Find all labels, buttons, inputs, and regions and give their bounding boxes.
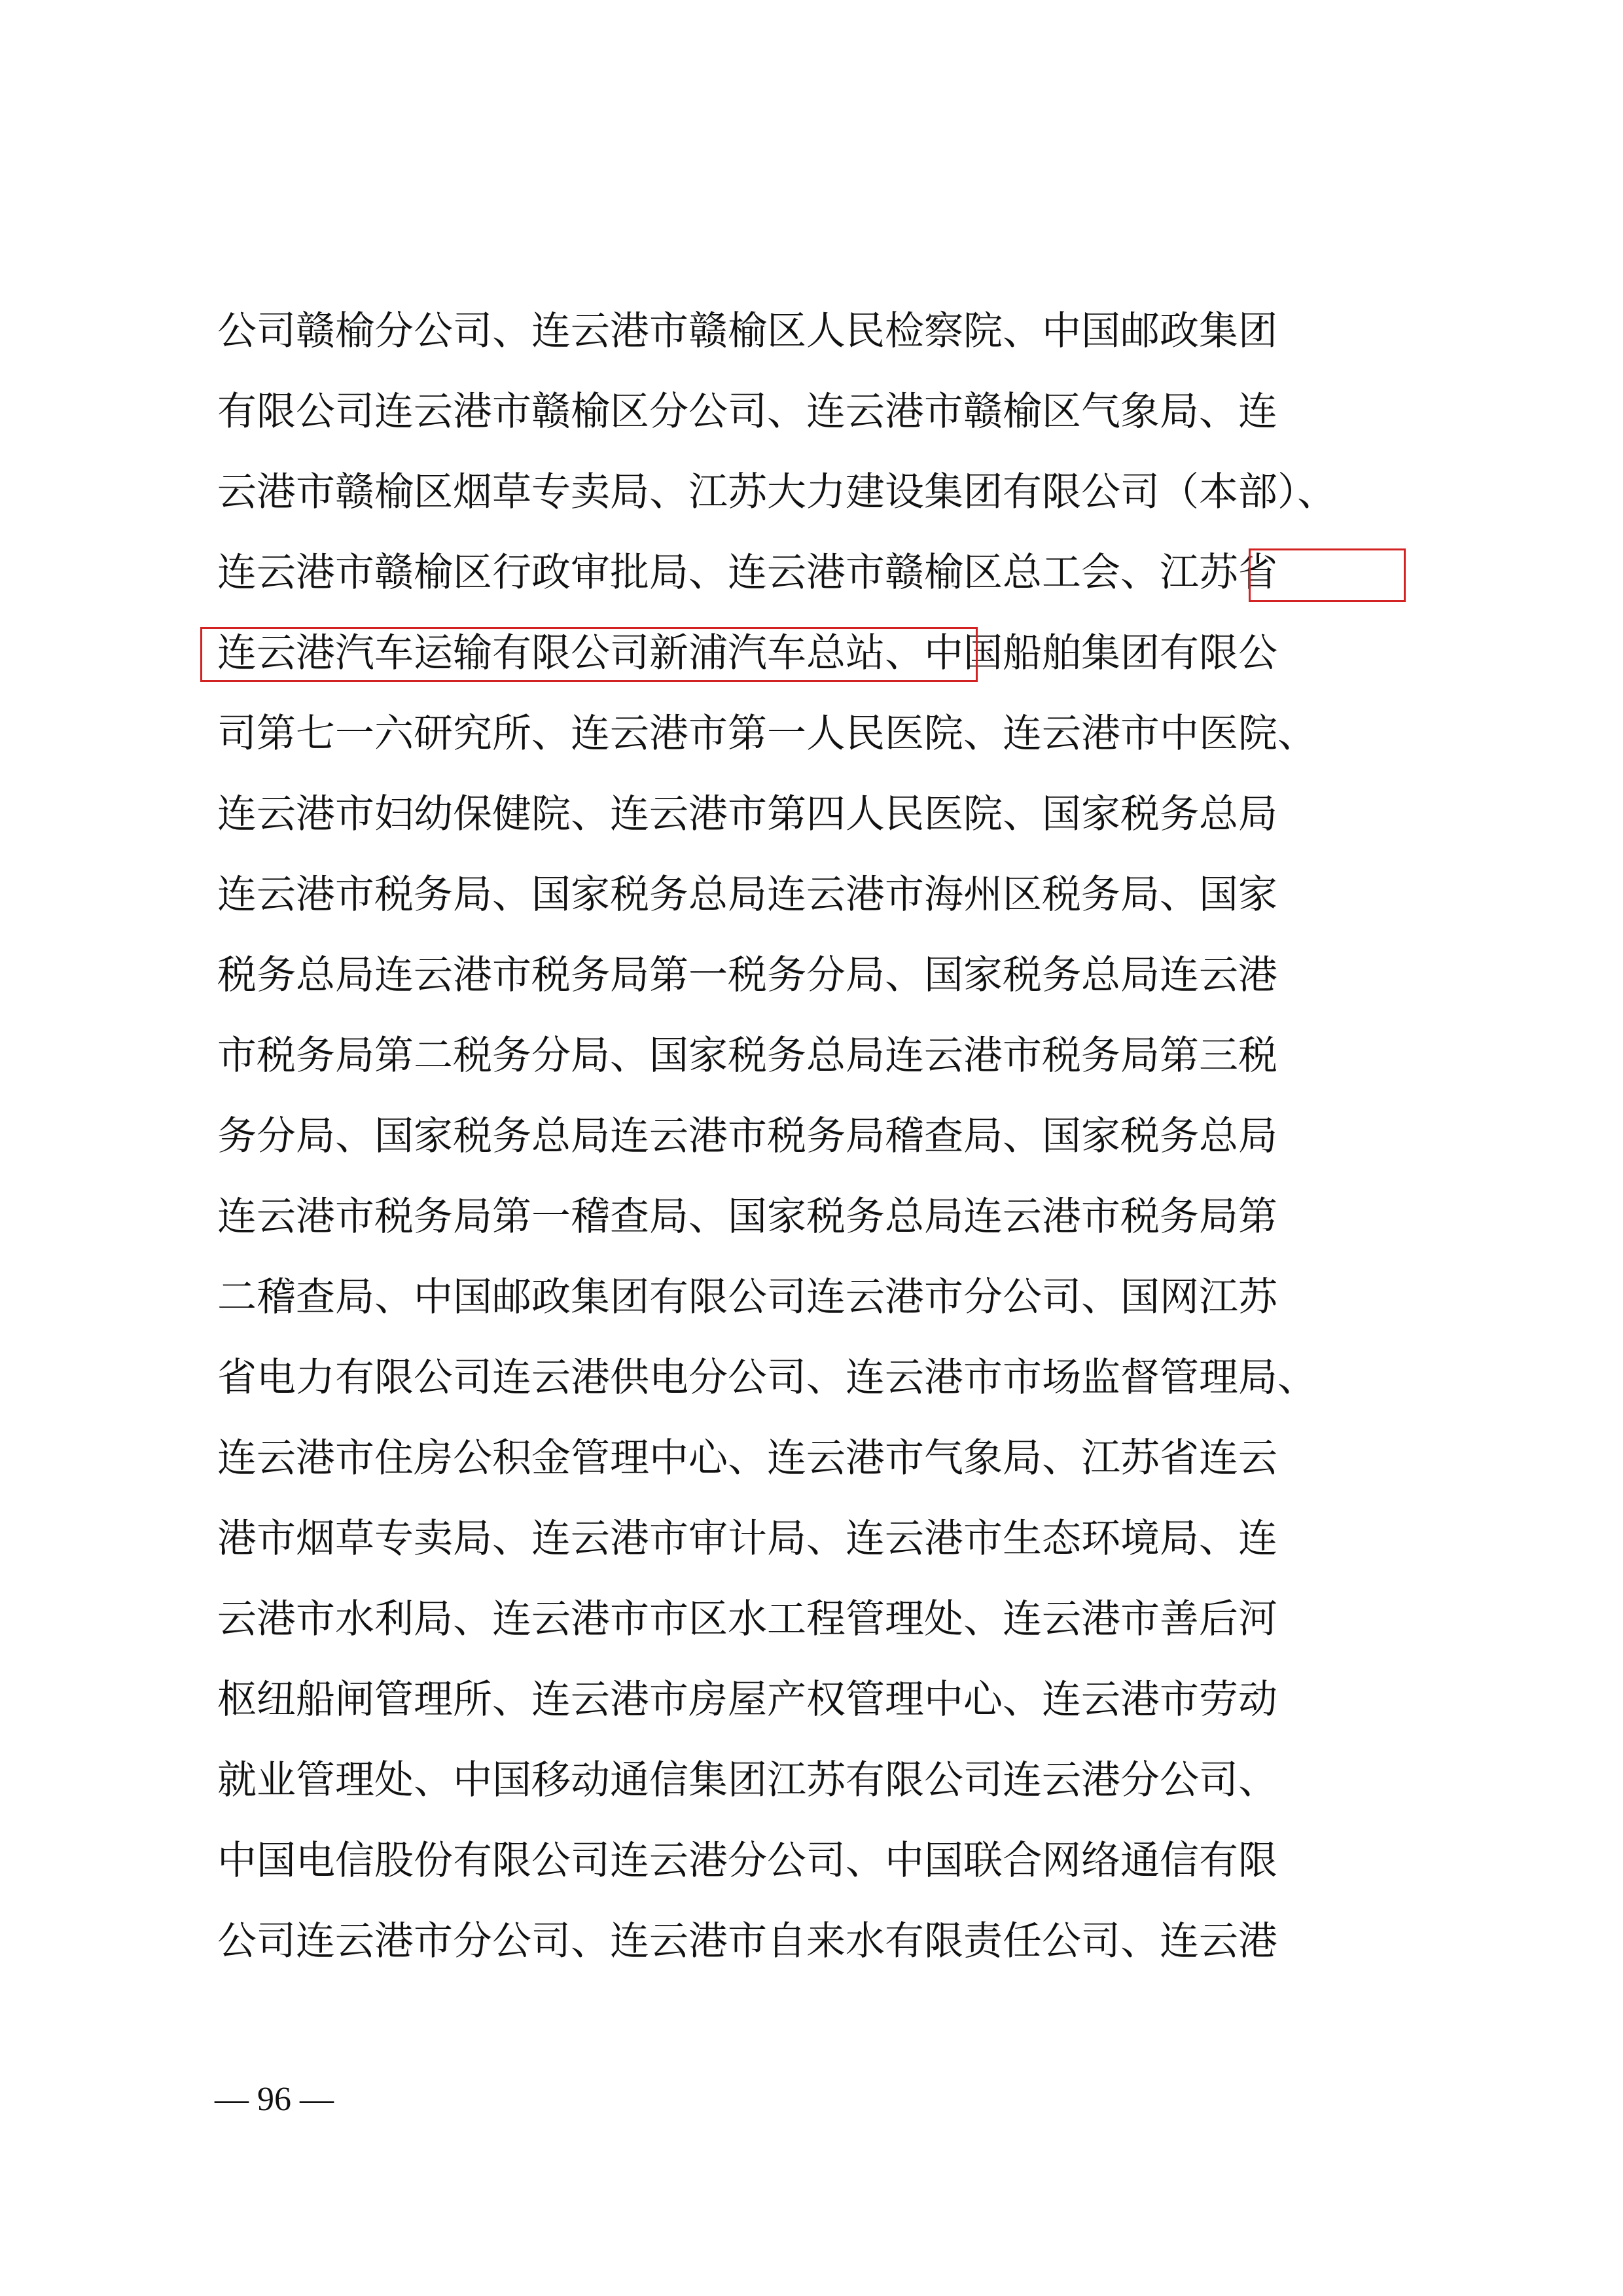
- text-line-12: 连云港市税务局第一稽查局、国家税务总局连云港市税务局第: [217, 1194, 1277, 1240]
- text-line-4-main: 连云港市赣榆区行政审批局、连云港市赣榆区总工会、: [217, 550, 1160, 596]
- text-line-18: 枢纽船闸管理所、连云港市房屋产权管理中心、连云港市劳动: [217, 1677, 1277, 1723]
- text-line-10: 市税务局第二税务分局、国家税务总局连云港市税务局第三税: [217, 1033, 1277, 1079]
- text-line-8: 连云港市税务局、国家税务总局连云港市海州区税务局、国家: [217, 872, 1277, 918]
- text-line-14: 省电力有限公司连云港供电分公司、连云港市市场监督管理局、: [217, 1355, 1317, 1401]
- text-line-9: 税务总局连云港市税务局第一税务分局、国家税务总局连云港: [217, 952, 1277, 998]
- text-line-5: [217, 614, 1406, 692]
- text-line-13: 二稽查局、中国邮政集团有限公司连云港市分公司、国网江苏: [217, 1274, 1277, 1320]
- text-line-5-rest: 、中国船舶集团有限公: [885, 630, 1277, 676]
- text-line-2: 有限公司连云港市赣榆区分公司、连云港市赣榆区气象局、连: [217, 389, 1277, 435]
- page-number: — 96 —: [215, 2081, 334, 2118]
- text-line-19: 就业管理处、中国移动通信集团江苏有限公司连云港分公司、: [217, 1757, 1277, 1803]
- text-line-21: 公司连云港市分公司、连云港市自来水有限责任公司、连云港: [217, 1918, 1277, 1964]
- text-line-16: 港市烟草专卖局、连云港市审计局、连云港市生态环境局、连: [217, 1516, 1277, 1562]
- text-line-6: 司第七一六研究所、连云港市第一人民医院、连云港市中医院、: [217, 711, 1317, 757]
- text-line-7: 连云港市妇幼保健院、连云港市第四人民医院、国家税务总局: [217, 791, 1277, 837]
- text-line-20: 中国电信股份有限公司连云港分公司、中国联合网络通信有限: [217, 1838, 1277, 1884]
- text-line-3: 云港市赣榆区烟草专卖局、江苏大力建设集团有限公司（本部）、: [217, 469, 1336, 515]
- text-line-17: 云港市水利局、连云港市市区水工程管理处、连云港市善后河: [217, 1596, 1277, 1642]
- text-line-11: 务分局、国家税务总局连云港市税务局稽查局、国家税务总局: [217, 1113, 1277, 1159]
- text-line-1: 公司赣榆分公司、连云港市赣榆区人民检察院、中国邮政集团: [217, 308, 1277, 354]
- text-line-4: [217, 533, 1406, 612]
- highlighted-text-part-1: 江苏省: [1160, 550, 1277, 596]
- highlighted-text-part-2: 连云港汽车运输有限公司新浦汽车总站: [217, 630, 885, 676]
- text-line-15: 连云港市住房公积金管理中心、连云港市气象局、江苏省连云: [217, 1435, 1277, 1481]
